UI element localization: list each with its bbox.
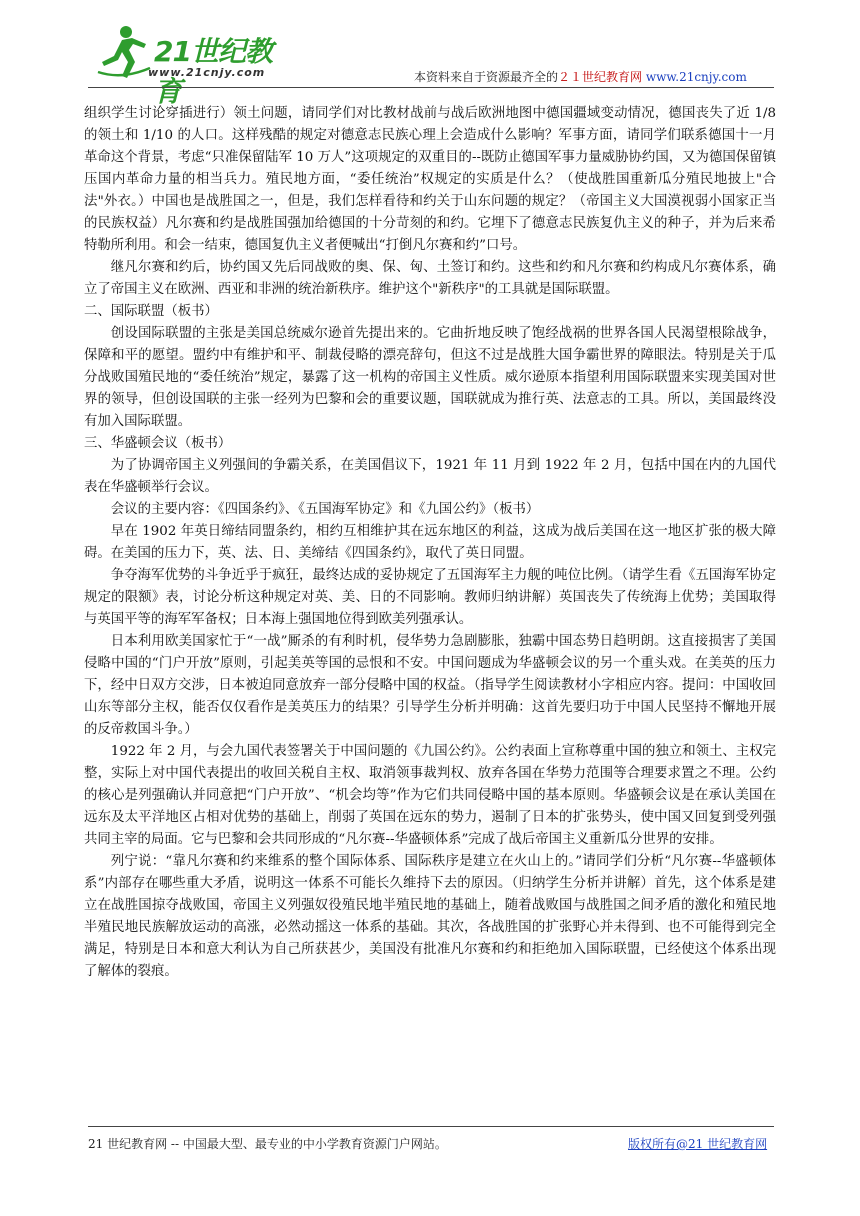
paragraph: 列宁说：“靠凡尔赛和约来维系的整个国际体系、国际秩序是建立在火山上的。”请同学们分析“凡尔赛--华盛顿体系”内部存在哪些重大矛盾，说明这一体系不可能长久维持下去的原因。（归纳学生分析并讲解）首先，这个体系是建立在战胜国掠夺战败国，帝国主义列强奴役殖民地半殖民地的基础上，随着战败国与战胜国之间矛盾的激化和殖民地半殖民地民族解放运动的高涨，必然动摇这一体系的基础。其次，各战胜国的扩张野心并未得到、也不可能得到完全满足，特别是日本和意大利认为自己所获甚少，美国没有批准凡尔赛和约和拒绝加入国际联盟，已经使这个体系出现了解体的裂痕。 bbox=[84, 854, 776, 979]
footer-copyright-link[interactable]: 版权所有@21 世纪教育网 bbox=[628, 1137, 768, 1151]
footer-divider bbox=[88, 1126, 774, 1127]
header-note-highlight: ２１世纪教育网 bbox=[558, 70, 643, 84]
runner-logo-icon bbox=[92, 22, 154, 82]
paragraph: 日本利用欧美国家忙于“一战”厮杀的有利时机，侵华势力急剧膨胀，独霸中国态势日趋明朗。这直接损害了美国侵略中国的“门户开放”原则，引起美英等国的忌恨和不安。中国问题成为华盛顿会议的另一个重头戏。在美英的压力下，经中日双方交涉，日本被迫同意放弃一部分侵略中国的权益。（指导学生阅读教材小字相应内容。提问：中国收回山东等部分主权，能否仅仅看作是美英压力的结果？引导学生分析并明确：这首先要归功于中国人民坚持不懈地开展的反帝救国斗争。） bbox=[84, 634, 776, 737]
paragraph: 组织学生讨论穿插进行）领土问题，请同学们对比教材战前与战后欧洲地图中德国疆域变动情况，德国丧失了近 1/8 的领土和 1/10 的人口。这样残酷的规定对德意志民族心理上会造成什么影响？军事方面，请同学们联系德国十一月革命这个背景，考虑“只准保留陆军 10 万人”这项规定的双重目的--既防止德国军事力量威胁协约国，又为德国保留镇压国内革命力量的相当兵力。殖民地方面，“委任统治”权规定的实质是什么？（使战胜国重新瓜分殖民地披上"合法"外衣。）中国也是战胜国之一，但是，我们怎样看待和约关于山东问题的规定？（帝国主义大国漠视弱小国家正当的民族权益）凡尔赛和约是战胜国强加给德国的十分苛刻的和约。它埋下了德意志民族复仇主义的种子，并为后来希特勒所利用。和会一结束，德国复仇主义者便喊出“打倒凡尔赛和约”口号。 bbox=[84, 106, 776, 253]
site-logo bbox=[92, 22, 292, 108]
paragraph: 早在 1902 年英日缔结同盟条约，相约互相维护其在远东地区的利益，这成为战后美国在这一地区扩张的极大障碍。在美国的压力下，英、法、日、美缔结《四国条约》，取代了英日同盟。 bbox=[84, 524, 776, 561]
paragraph: 1922 年 2 月，与会九国代表签署关于中国问题的《九国公约》。公约表面上宣称尊重中国的独立和领土、主权完整，实际上对中国代表提出的收回关税自主权、取消领事裁判权、放弃各国在华势力范围等合理要求置之不理。公约的核心是列强确认并同意把“门户开放”、“机会均等”作为它们共同侵略中国的基本原则。华盛顿会议是在承认美国在远东及太平洋地区占相对优势的基础上，削弱了英国在远东的势力，遏制了日本的扩张势头，使中国又回复到受列强共同主宰的局面。它与巴黎和会共同形成的“凡尔赛--华盛顿体系”完成了战后帝国主义重新瓜分世界的安排。 bbox=[84, 744, 776, 847]
section-heading: 二、国际联盟（板书） bbox=[84, 304, 218, 319]
document-body bbox=[84, 103, 776, 983]
paragraph: 为了协调帝国主义列强间的争霸关系，在美国倡议下，1921 年 11 月到 1922 年 2 月，包括中国在内的九国代表在华盛顿举行会议。 bbox=[84, 458, 776, 495]
header-source-note bbox=[414, 68, 747, 85]
paragraph: 会议的主要内容：《四国条约》、《五国海军协定》和《九国公约》（板书） bbox=[110, 502, 540, 517]
logo-brand-text: 21世纪教育 bbox=[154, 35, 272, 108]
paragraph: 争夺海军优势的斗争近乎于疯狂，最终达成的妥协规定了五国海军主力舰的吨位比例。（请学生看《五国海军协定规定的限额》表，讨论分析这种规定对英、美、日的不同影响。教师归纳讲解）英国丧失了传统海上优势；美国取得与英国平等的海军军备权；日本海上强国地位得到欧美列强承认。 bbox=[84, 568, 776, 627]
section-heading: 三、华盛顿会议（板书） bbox=[84, 436, 232, 451]
header-note-prefix: 本资料来自于资源最齐全的 bbox=[414, 70, 559, 84]
footer-site-description: 21 世纪教育网 -- 中国最大型、最专业的中小学教育资源门户网站。 bbox=[88, 1137, 447, 1151]
logo-site-text: www.21cnjy.com bbox=[148, 66, 266, 79]
paragraph: 继凡尔赛和约后，协约国又先后同战败的奥、保、匈、土签订和约。这些和约和凡尔赛和约构成凡尔赛体系，确立了帝国主义在欧洲、西亚和非洲的统治新秩序。维护这个"新秩序"的工具就是国际联盟。 bbox=[84, 260, 776, 297]
header-note-url[interactable]: www.21cnjy.com bbox=[645, 70, 747, 84]
header-divider bbox=[88, 87, 774, 88]
paragraph: 创设国际联盟的主张是美国总统威尔逊首先提出来的。它曲折地反映了饱经战祸的世界各国人民渴望根除战争，保障和平的愿望。盟约中有维护和平、制裁侵略的漂亮辞句，但这不过是战胜大国争霸世界的障眼法。特别是关于瓜分战败国殖民地的“委任统治”规定，暴露了这一机构的帝国主义性质。威尔逊原本指望利用国际联盟来实现美国对世界的领导，但创设国联的主张一经列为巴黎和会的重要议题，国联就成为推行英、法意志的工具。所以，美国最终没有加入国际联盟。 bbox=[84, 326, 776, 429]
